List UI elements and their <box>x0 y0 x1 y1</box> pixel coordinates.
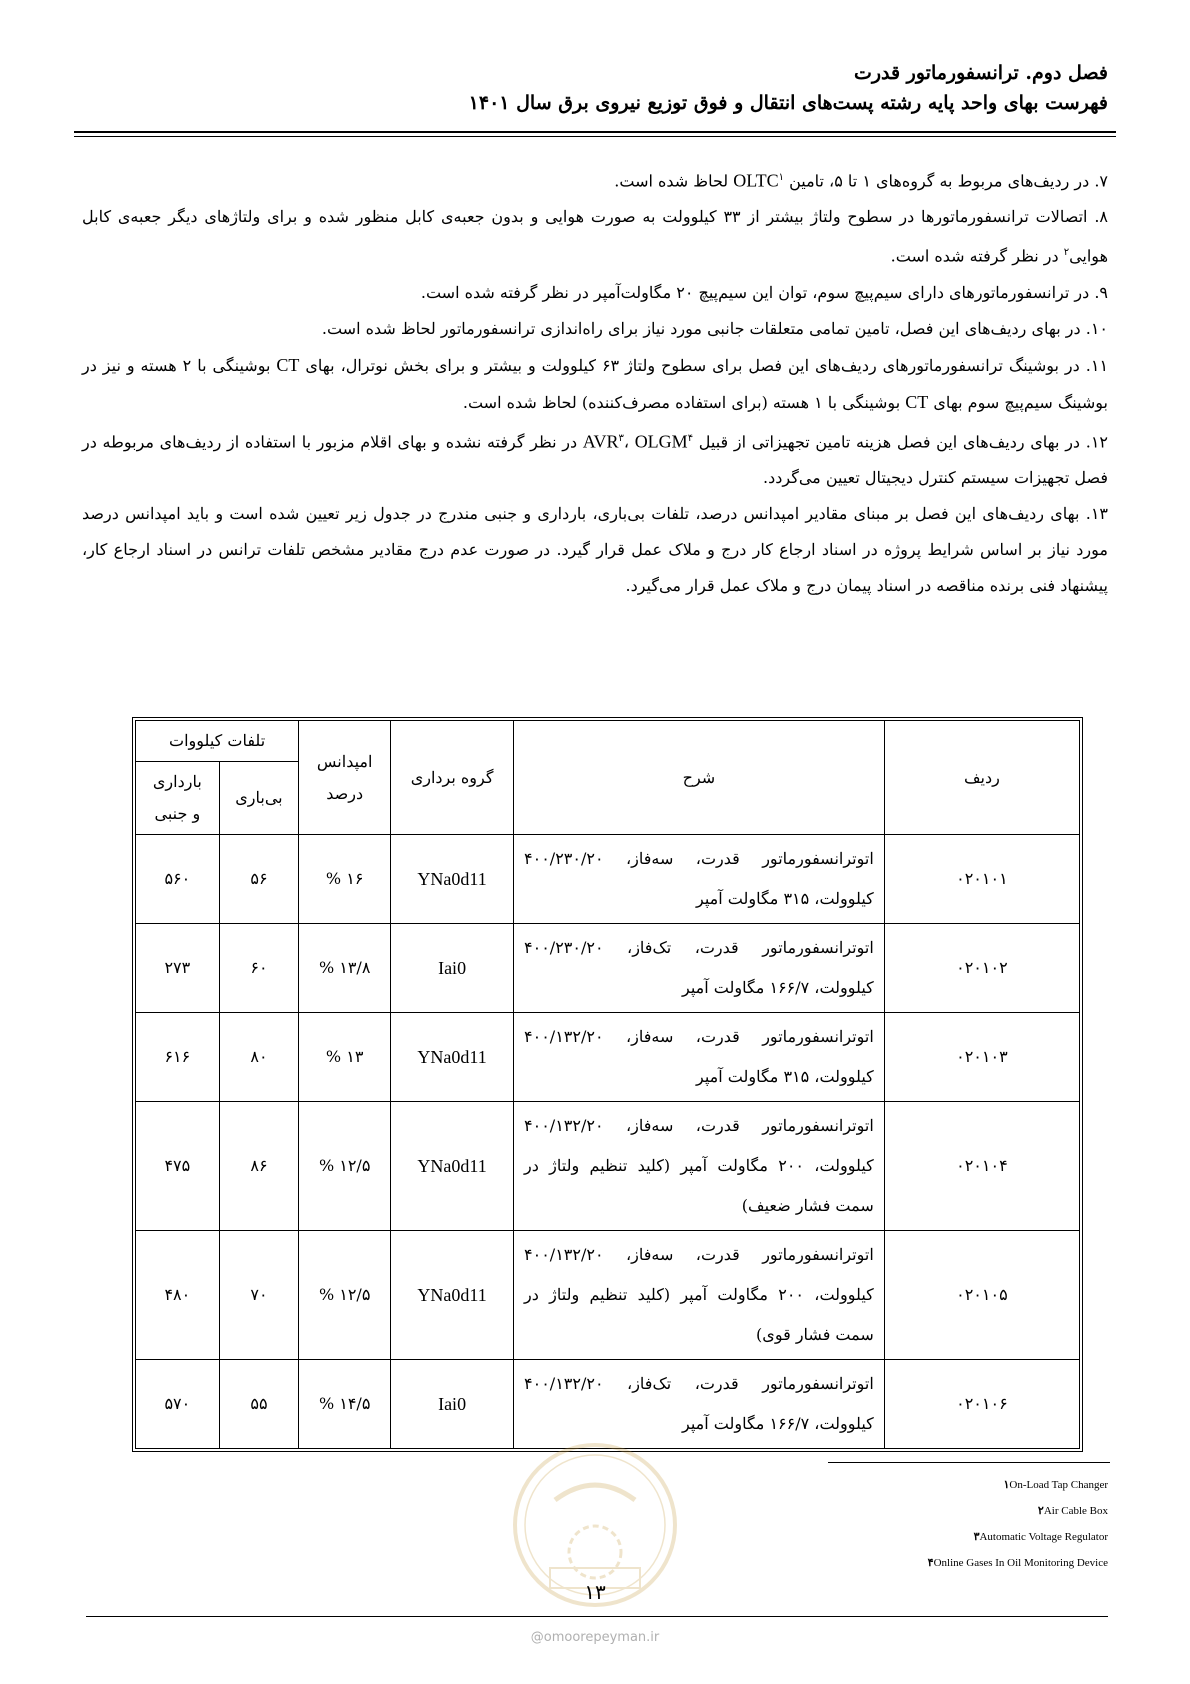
row-impedance: ۱۲/۵ % <box>299 1102 391 1231</box>
table-row <box>136 835 1080 924</box>
price-table <box>135 720 1080 1449</box>
row-load: ۲۷۳ <box>136 924 220 1013</box>
header-losses: تلفات کیلووات <box>136 721 299 762</box>
row-load: ۴۷۵ <box>136 1102 220 1231</box>
row-vector: YNa0d11 <box>391 835 514 924</box>
footnote-2: ۲Air Cable Box <box>1037 1505 1108 1517</box>
row-load: ۶۱۶ <box>136 1013 220 1102</box>
note-13: ۱۳. بهای ردیف‌های این فصل بر مبنای مقادیر امپدانس درصد، تلفات بی‌باری، بارداری و جنبی مندرج در جدول زیر تعیین شده است و باید امپدانس درصد مورد نیاز بر اساس شرایط پروژه در اسناد ارجاع کار درج و ملاک عمل قرار گیرد. در صورت عدم درج مقادیر مشخص تلفات ترانس در اسناد ارجاع کار، پیشنهاد فنی برنده مناقصه در اسناد پیمان درج و ملاک عمل قرار می‌گیرد. <box>82 503 1108 595</box>
row-desc: اتوترانسفورماتور قدرت، سه‌فاز، ۴۰۰/۲۳۰/۲۰ کیلوولت، ۳۱۵ مگاولت آمپر <box>514 835 885 924</box>
chapter-title: فصل دوم. ترانسفورماتور قدرت <box>853 62 1108 84</box>
header-load: بارداری و جنبی <box>136 762 220 835</box>
table-row <box>136 1360 1080 1449</box>
header-rule-thin <box>74 136 1116 137</box>
row-impedance: ۱۳ % <box>299 1013 391 1102</box>
watermark-site: @omoorepeyman.ir <box>530 1630 660 1645</box>
footnotes <box>920 1472 1108 1576</box>
row-desc: اتوترانسفورماتور قدرت، تک‌فاز، ۴۰۰/۱۳۲/۲۰ کیلوولت، ۱۶۶/۷ مگاولت آمپر <box>514 1360 885 1449</box>
row-noload: ۸۶ <box>219 1102 299 1231</box>
row-desc: اتوترانسفورماتور قدرت، سه‌فاز، ۴۰۰/۱۳۲/۲۰ کیلوولت، ۳۱۵ مگاولت آمپر <box>514 1013 885 1102</box>
row-impedance: ۱۲/۵ % <box>299 1231 391 1360</box>
note-11: ۱۱. در بوشینگ ترانسفورماتورهای ردیف‌های این فصل برای سطوح ولتاژ ۶۳ کیلوولت و بیشتر و برای بخش نوترال، بهای CT بوشینگی با ۲ هسته و نیز در بوشینگ سیم‌پیچ سوم بهای CT بوشینگی با ۱ هسته (برای استفاده مصرف‌کننده) لحاظ شده است. <box>82 354 1109 412</box>
note-12: ۱۲. در بهای ردیف‌های این فصل هزینه تامین تجهیزاتی از قبیل AVR$^۳$، OLGM$^۴$ در نظر گرفته نشده و بهای اقلام مزبور با استفاده از ردیف‌های مربوطه در فصل تجهیزات سیستم کنترل دیجیتال تعیین می‌گردد. <box>82 430 1108 487</box>
row-impedance: ۱۶ % <box>299 835 391 924</box>
row-impedance: ۱۴/۵ % <box>299 1360 391 1449</box>
row-load: ۵۷۰ <box>136 1360 220 1449</box>
row-noload: ۵۵ <box>219 1360 299 1449</box>
row-code: ۰۲۰۱۰۳ <box>884 1013 1079 1102</box>
header-row: ردیف <box>884 721 1079 835</box>
page-header <box>82 58 1108 118</box>
footer-rule <box>86 1616 1108 1617</box>
table-row <box>136 1013 1080 1102</box>
row-noload: ۶۰ <box>219 924 299 1013</box>
row-desc: اتوترانسفورماتور قدرت، سه‌فاز، ۴۰۰/۱۳۲/۲۰ کیلوولت، ۲۰۰ مگاولت آمپر (کلید تنظیم ولتاژ در سمت فشار ضعیف) <box>514 1102 885 1231</box>
row-load: ۴۸۰ <box>136 1231 220 1360</box>
note-10: ۱۰. در بهای ردیف‌های این فصل، تامین تمامی متعلقات جانبی مورد نیاز برای راه‌اندازی ترانسفورماتور لحاظ شده است. <box>321 318 1108 338</box>
document-title: فهرست بهای واحد پایه رشته پست‌های انتقال و فوق توزیع نیروی برق سال ۱۴۰۱ <box>468 92 1108 114</box>
row-code: ۰۲۰۱۰۲ <box>884 924 1079 1013</box>
row-code: ۰۲۰۱۰۵ <box>884 1231 1079 1360</box>
row-vector: YNa0d11 <box>391 1013 514 1102</box>
footnote-rule <box>828 1462 1110 1463</box>
note-8: ۸. اتصالات ترانسفورماتورها در سطوح ولتاژ بیشتر از ۳۳ کیلوولت به صورت هوایی و بدون جعبه‌ی کابل منظور شده و برای ولتاژهای دیگر جعبه‌ی کابل هوایی$^۲$ در نظر گرفته شده است. <box>82 207 1108 266</box>
row-code: ۰۲۰۱۰۴ <box>884 1102 1079 1231</box>
row-impedance: ۱۳/۸ % <box>299 924 391 1013</box>
row-code: ۰۲۰۱۰۶ <box>884 1360 1079 1449</box>
note-7: ۷. در ردیف‌های مربوط به گروه‌های ۱ تا ۵، تامین OLTC$^۱$ لحاظ شده است. <box>614 170 1108 191</box>
footnote-1: ۱On-Load Tap Changer <box>1003 1479 1108 1491</box>
row-noload: ۸۰ <box>219 1013 299 1102</box>
row-desc: اتوترانسفورماتور قدرت، تک‌فاز، ۴۰۰/۲۳۰/۲۰ کیلوولت، ۱۶۶/۷ مگاولت آمپر <box>514 924 885 1013</box>
row-vector: Iai0 <box>391 1360 514 1449</box>
row-desc: اتوترانسفورماتور قدرت، سه‌فاز، ۴۰۰/۱۳۲/۲۰ کیلوولت، ۲۰۰ مگاولت آمپر (کلید تنظیم ولتاژ در سمت فشار قوی) <box>514 1231 885 1360</box>
header-noload: بی‌باری <box>219 762 299 835</box>
row-vector: Iai0 <box>391 924 514 1013</box>
notes-section <box>82 160 1108 604</box>
row-noload: ۷۰ <box>219 1231 299 1360</box>
note-9: ۹. در ترانسفورماتورهای دارای سیم‌پیچ سوم، توان این سیم‌پیچ ۲۰ مگاولت‌آمپر در نظر گرفته شده است. <box>420 282 1108 302</box>
table-row <box>136 1231 1080 1360</box>
header-rule <box>74 131 1116 133</box>
page-number: ۱۳ <box>584 1580 606 1604</box>
footnote-3: ۳Automatic Voltage Regulator <box>973 1531 1108 1543</box>
row-vector: YNa0d11 <box>391 1102 514 1231</box>
row-noload: ۵۶ <box>219 835 299 924</box>
row-load: ۵۶۰ <box>136 835 220 924</box>
row-code: ۰۲۰۱۰۱ <box>884 835 1079 924</box>
header-impedance: امپدانس درصد <box>299 721 391 835</box>
footnote-4: ۴Online Gases In Oil Monitoring Device <box>927 1557 1108 1569</box>
table-row <box>136 924 1080 1013</box>
header-vector: گروه برداری <box>391 721 514 835</box>
table-row <box>136 1102 1080 1231</box>
row-vector: YNa0d11 <box>391 1231 514 1360</box>
header-desc: شرح <box>514 721 885 835</box>
